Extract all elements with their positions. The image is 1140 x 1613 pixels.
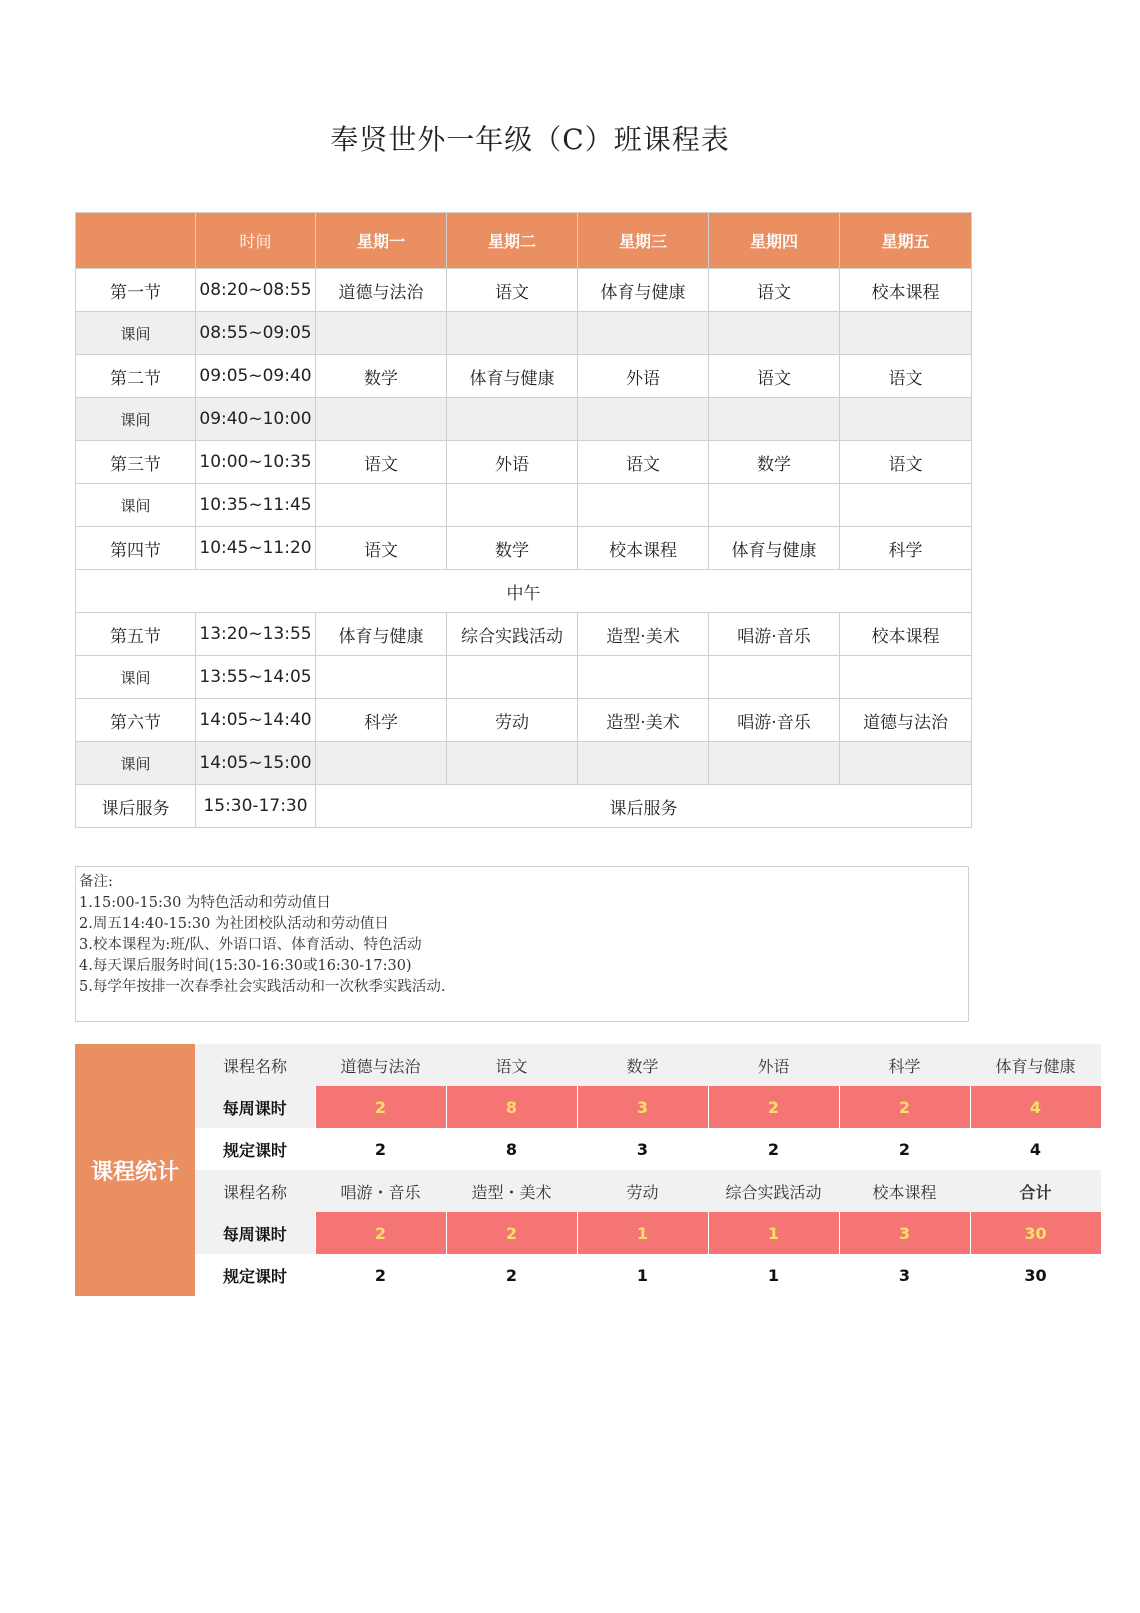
- period-label: 第六节: [76, 699, 196, 742]
- course-stats-table: [75, 1044, 1102, 1296]
- period-label: 课间: [76, 398, 196, 441]
- note-line: 1.15:00-15:30 为特色活动和劳动值日: [79, 895, 331, 911]
- course-name: 道德与法治: [315, 1044, 446, 1086]
- break-row: [76, 398, 972, 441]
- schedule-table: [75, 212, 972, 828]
- required-hours-value: 4: [970, 1128, 1101, 1170]
- period-row: [76, 613, 972, 656]
- header-corner: [76, 213, 196, 269]
- period-label: 课间: [76, 742, 196, 785]
- subject-cell: [709, 312, 840, 355]
- period-row: [76, 355, 972, 398]
- required-hours-value: 2: [446, 1254, 577, 1296]
- period-label: 课间: [76, 656, 196, 699]
- weekly-hours-value: 1: [577, 1212, 708, 1254]
- subject-cell: 劳动: [447, 699, 578, 742]
- break-row: [76, 742, 972, 785]
- noon-row: [76, 570, 972, 613]
- required-hours-row: [75, 1254, 1101, 1296]
- subject-cell: 体育与健康: [316, 613, 447, 656]
- period-label: 第二节: [76, 355, 196, 398]
- weekly-hours-value: 8: [446, 1086, 577, 1128]
- subject-cell: 体育与健康: [709, 527, 840, 570]
- subject-cell: 道德与法治: [316, 269, 447, 312]
- subject-cell: 数学: [709, 441, 840, 484]
- period-time: 09:05~09:40: [196, 355, 316, 398]
- weekly-hours-value: 30: [970, 1212, 1101, 1254]
- subject-cell: 体育与健康: [578, 269, 709, 312]
- course-name: 造型・美术: [446, 1170, 577, 1212]
- period-time: 08:20~08:55: [196, 269, 316, 312]
- period-label: 第一节: [76, 269, 196, 312]
- subject-cell: 唱游·音乐: [709, 699, 840, 742]
- course-name: 数学: [577, 1044, 708, 1086]
- row-label: 每周课时: [195, 1086, 315, 1128]
- subject-cell: [709, 656, 840, 699]
- required-hours-value: 8: [446, 1128, 577, 1170]
- header-wednesday: 星期三: [578, 213, 709, 269]
- required-hours-value: 3: [839, 1254, 970, 1296]
- page-title: 奉贤世外一年级（C）班课程表: [330, 123, 730, 156]
- subject-cell: 外语: [447, 441, 578, 484]
- required-hours-value: 3: [577, 1128, 708, 1170]
- subject-cell: 语文: [709, 355, 840, 398]
- required-hours-value: 30: [970, 1254, 1101, 1296]
- subject-cell: 造型·美术: [578, 613, 709, 656]
- header-tuesday: 星期二: [447, 213, 578, 269]
- required-hours-row: [75, 1128, 1101, 1170]
- required-hours-value: 2: [839, 1128, 970, 1170]
- weekly-hours-value: 2: [708, 1086, 839, 1128]
- subject-cell: [447, 398, 578, 441]
- subject-cell: [578, 742, 709, 785]
- course-name: 劳动: [577, 1170, 708, 1212]
- subject-cell: 校本课程: [578, 527, 709, 570]
- period-time: 14:05~15:00: [196, 742, 316, 785]
- after-school-content: 课后服务: [316, 785, 972, 828]
- row-label: 规定课时: [195, 1128, 315, 1170]
- subject-cell: [447, 656, 578, 699]
- required-hours-value: 2: [708, 1128, 839, 1170]
- subject-cell: 语文: [709, 269, 840, 312]
- after-school-row: [76, 785, 972, 828]
- row-label: 每周课时: [195, 1212, 315, 1254]
- course-name: 语文: [446, 1044, 577, 1086]
- subject-cell: 唱游·音乐: [709, 613, 840, 656]
- subject-cell: [316, 742, 447, 785]
- course-name: 综合实践活动: [708, 1170, 839, 1212]
- period-label: 第三节: [76, 441, 196, 484]
- header-friday: 星期五: [840, 213, 972, 269]
- subject-cell: [447, 312, 578, 355]
- subject-cell: 道德与法治: [840, 699, 972, 742]
- course-name: 科学: [839, 1044, 970, 1086]
- subject-cell: 语文: [840, 355, 972, 398]
- course-name: 唱游・音乐: [315, 1170, 446, 1212]
- period-time: 08:55~09:05: [196, 312, 316, 355]
- period-row: [76, 527, 972, 570]
- subject-cell: 科学: [840, 527, 972, 570]
- required-hours-value: 1: [708, 1254, 839, 1296]
- period-time: 14:05~14:40: [196, 699, 316, 742]
- period-row: [76, 441, 972, 484]
- weekly-hours-value: 3: [577, 1086, 708, 1128]
- course-name: 校本课程: [839, 1170, 970, 1212]
- row-label: 规定课时: [195, 1254, 315, 1296]
- subject-cell: 造型·美术: [578, 699, 709, 742]
- subject-cell: 综合实践活动: [447, 613, 578, 656]
- after-school-label: 课后服务: [76, 785, 196, 828]
- subject-cell: [316, 484, 447, 527]
- period-label: 课间: [76, 312, 196, 355]
- subject-cell: [709, 742, 840, 785]
- weekly-hours-value: 1: [708, 1212, 839, 1254]
- required-hours-value: 2: [315, 1128, 446, 1170]
- period-time: 10:35~11:45: [196, 484, 316, 527]
- subject-cell: 语文: [840, 441, 972, 484]
- subject-cell: [316, 398, 447, 441]
- required-hours-value: 1: [577, 1254, 708, 1296]
- subject-cell: [578, 484, 709, 527]
- subject-cell: [578, 312, 709, 355]
- note-line: 3.校本课程为:班/队、外语口语、体育活动、特色活动: [79, 937, 422, 953]
- subject-cell: [578, 398, 709, 441]
- weekly-hours-row: [75, 1212, 1101, 1254]
- notes-heading: 备注:: [79, 874, 113, 890]
- course-name: 体育与健康: [970, 1044, 1101, 1086]
- note-line: 2.周五14:40-15:30 为社团校队活动和劳动值日: [79, 916, 389, 932]
- weekly-hours-value: 2: [446, 1212, 577, 1254]
- subject-cell: 校本课程: [840, 613, 972, 656]
- subject-cell: [578, 656, 709, 699]
- header-thursday: 星期四: [709, 213, 840, 269]
- noon-label: 中午: [76, 570, 972, 613]
- header-time: 时间: [196, 213, 316, 269]
- subject-cell: [447, 484, 578, 527]
- period-time: 10:00~10:35: [196, 441, 316, 484]
- period-label: 课间: [76, 484, 196, 527]
- weekly-hours-value: 2: [315, 1212, 446, 1254]
- subject-cell: [840, 312, 972, 355]
- course-name: 合计: [970, 1170, 1101, 1212]
- period-label: 第四节: [76, 527, 196, 570]
- break-row: [76, 656, 972, 699]
- subject-cell: 语文: [316, 527, 447, 570]
- note-line: 4.每天课后服务时间(15:30-16:30或16:30-17:30): [79, 958, 412, 974]
- period-label: 第五节: [76, 613, 196, 656]
- subject-cell: [840, 398, 972, 441]
- subject-cell: 语文: [578, 441, 709, 484]
- course-name-row: [75, 1044, 1101, 1086]
- subject-cell: [840, 656, 972, 699]
- subject-cell: 数学: [447, 527, 578, 570]
- subject-cell: [447, 742, 578, 785]
- subject-cell: 体育与健康: [447, 355, 578, 398]
- subject-cell: [316, 312, 447, 355]
- subject-cell: [316, 656, 447, 699]
- period-time: 13:55~14:05: [196, 656, 316, 699]
- weekly-hours-value: 3: [839, 1212, 970, 1254]
- required-hours-value: 2: [315, 1254, 446, 1296]
- subject-cell: [840, 742, 972, 785]
- period-time: 13:20~13:55: [196, 613, 316, 656]
- notes-box: [75, 866, 969, 1022]
- period-row: [76, 699, 972, 742]
- stats-side-label: 课程统计: [75, 1044, 195, 1296]
- header-monday: 星期一: [316, 213, 447, 269]
- weekly-hours-row: [75, 1086, 1101, 1128]
- course-name-row: [75, 1170, 1101, 1212]
- subject-cell: [709, 484, 840, 527]
- break-row: [76, 312, 972, 355]
- period-time: 09:40~10:00: [196, 398, 316, 441]
- period-time: 10:45~11:20: [196, 527, 316, 570]
- break-row: [76, 484, 972, 527]
- note-line: 5.每学年按排一次春季社会实践活动和一次秋季实践活动.: [79, 979, 446, 995]
- weekly-hours-value: 2: [315, 1086, 446, 1128]
- weekly-hours-value: 2: [839, 1086, 970, 1128]
- row-label: 课程名称: [195, 1170, 315, 1212]
- row-label: 课程名称: [195, 1044, 315, 1086]
- subject-cell: [709, 398, 840, 441]
- weekly-hours-value: 4: [970, 1086, 1101, 1128]
- subject-cell: 科学: [316, 699, 447, 742]
- subject-cell: [840, 484, 972, 527]
- subject-cell: 语文: [447, 269, 578, 312]
- subject-cell: 数学: [316, 355, 447, 398]
- subject-cell: 外语: [578, 355, 709, 398]
- course-name: 外语: [708, 1044, 839, 1086]
- after-school-time: 15:30-17:30: [196, 785, 316, 828]
- subject-cell: 校本课程: [840, 269, 972, 312]
- period-row: [76, 269, 972, 312]
- subject-cell: 语文: [316, 441, 447, 484]
- schedule-header-row: [76, 213, 972, 269]
